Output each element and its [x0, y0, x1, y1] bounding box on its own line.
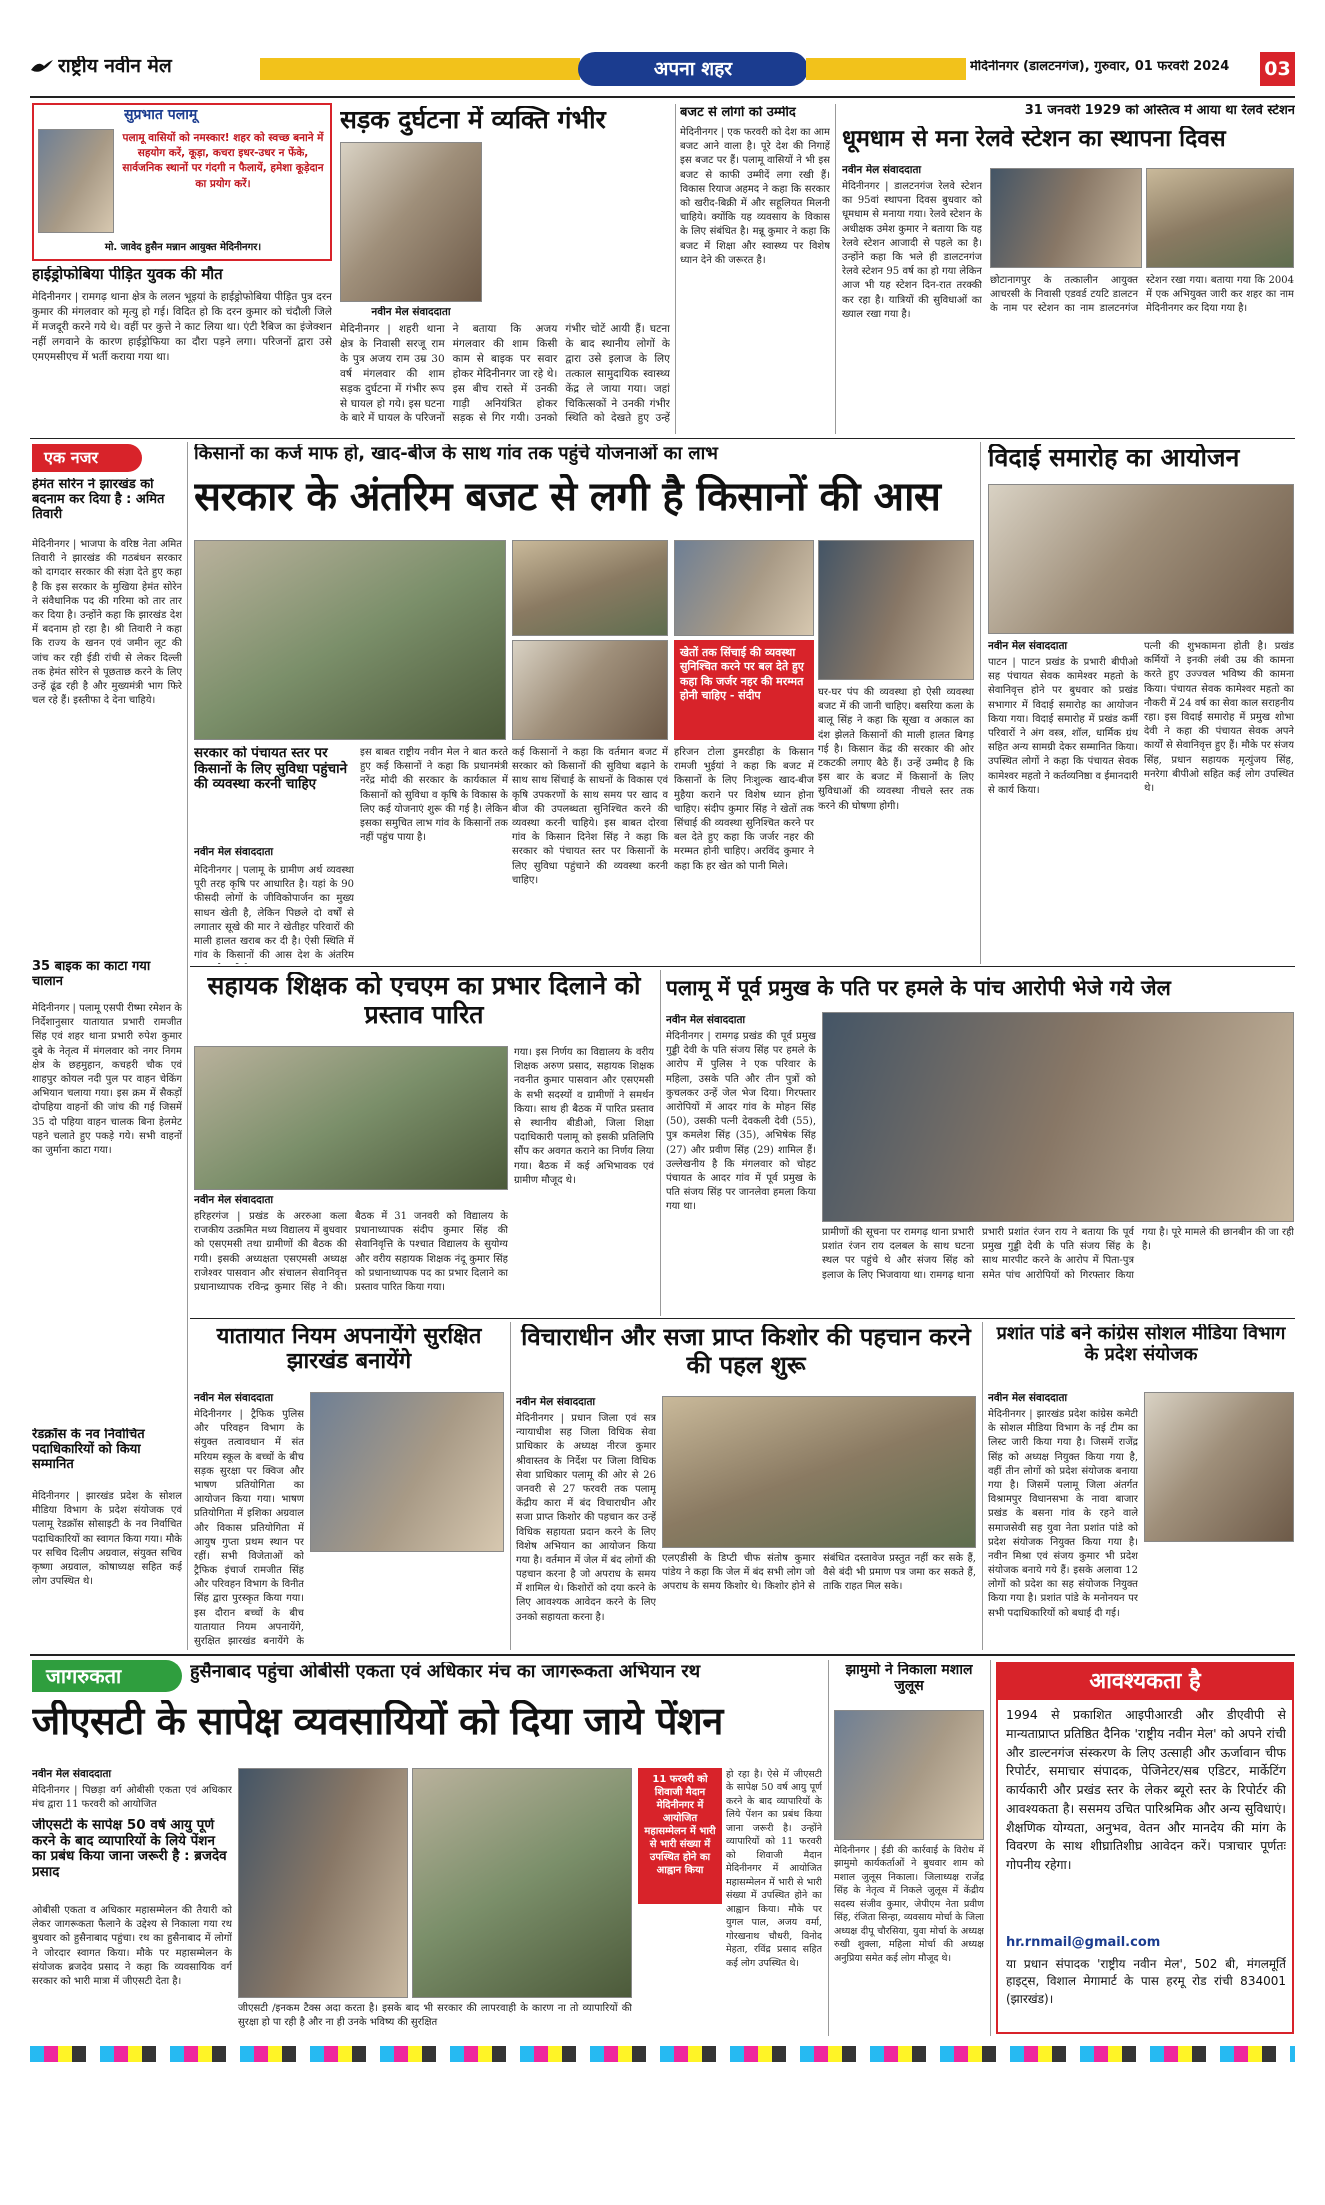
lead-byline: नवीन मेल संवाददाता: [194, 846, 274, 858]
lead-photo-farmer-field: [194, 540, 506, 740]
ek-nazar-item3-text: मेदिनीनगर | झारखंड प्रदेश के सोशल मीडिया विभाग के प्रदेश संयोजक एवं पलामू रेडक्रॉस सोसाइटी के नव निर्वाचित पदाधिकारियों का स्वागत किया गया। मौके पर सचिव दिलीप अग्रवाल, संयुक्त सचिव कृष्णा अग्रवाल, कोषाध्यक्ष सहित कई लोग उपस्थित थे।: [32, 1491, 182, 1588]
railway-headline: धूमधाम से मना रेलवे स्टेशन का स्थापना दिवस: [842, 126, 1226, 152]
shikshak-text: हरिहरगंज | प्रखंड के अररुआ कला राजकीय उत्क्रमित मध्य विद्यालय में बुधवार को एसएमसी तथा ग्रामीणों की बैठक की गयी। इसकी अध्यक्षता एसएमसी अध्यक्ष राजेश्वर पासवान और संचालन सेवानिवृत्त प्रधानाध्यापक रविन्द्र कुमार सिंह ने की। बैठक में 31 जनवरी को विद्यालय के प्रधानाध्यापक संदीप कुमार सिंह की सेवानिवृत्ति के पश्चात विद्यालय के सुयोग्य और वरीय सहायक शिक्षक नंदू कुमार सिंह को प्रधानाध्यापक पद का प्रभार दिलाने का प्रस्ताव पारित किया गया।: [194, 1211, 508, 1293]
col-rule-7: [828, 1660, 829, 2036]
jagrukta-strap: हुसैनाबाद पहुंचा ओबीसी एकता एवं अधिकार मंच का जागरूकता अभियान रथ: [190, 1662, 701, 1682]
suprabhat-heading: सुप्रभात पलामू: [124, 107, 198, 123]
jail-byline: नवीन मेल संवाददाता: [666, 1014, 746, 1026]
railway-photo-2: [1146, 168, 1294, 268]
vidai-byline: नवीन मेल संवाददाता: [988, 640, 1068, 652]
mashal-headline: झामुमो ने निकाला मशाल जुलूस: [845, 1662, 973, 1695]
lead-photo-farmer-5: [818, 540, 974, 680]
railway-kicker: 31 जनवरी 1929 को अस्तित्व में आया था रेलवे स्टेशन: [1024, 104, 1295, 118]
jail-photo-accused: [822, 1012, 1294, 1222]
dateline: मेदिनीनगर (डालटनगंज), गुरुवार, 01 फरवरी 2024: [970, 60, 1230, 74]
kishore-byline: नवीन मेल संवाददाता: [516, 1396, 596, 1408]
reg-mark-icon: [30, 2046, 1295, 2062]
vidai-text: पाटन | पाटन प्रखंड के प्रभारी बीपीओ सह पंचायत सेवक कामेश्वर महतो के सेवानिवृत्त होने पर बुधवार को प्रखंड सभागार में विदाई समारोह का आयोजन किया गया। विदाई समारोह में प्रखंड कर्मी परिवारों ने अंग वस्त्र, शॉल, धार्मिक ग्रंथ सहित अन्य सामग्री देकर सम्मानित किया। उपस्थित लोगों ने कहा कि पंचायत सेवक कामेश्वर महतो ने कर्तव्यनिष्ठा व ईमानदारी से कार्य किया।: [988, 657, 1138, 796]
railway-byline: नवीन मेल संवाददाता: [842, 164, 922, 176]
section-label: अपना शहर: [578, 52, 808, 86]
lead-photo-farmer-2: [512, 540, 668, 636]
shikshak-headline: सहायक शिक्षक को एचएम का प्रभार दिलाने को प्रस्ताव पारित: [207, 972, 641, 1029]
lead-headline: सरकार के अंतरिम बजट से लगी है किसानों की आस: [194, 474, 941, 520]
congress-headline: प्रशांत पांडे बने कांग्रेस सोशल मीडिया विभाग के प्रदेश संयोजक: [996, 1324, 1286, 1365]
traffic-headline: यातायात नियम अपनायेंगे सुरक्षित झारखंड बनायेंगे: [216, 1324, 482, 1375]
shikshak-text2: गया। इस निर्णय का विद्यालय के वरीय शिक्षक अरुण प्रसाद, सहायक शिक्षक नवनीत कुमार पासवान और एसएमसी के सभी सदस्यों व ग्रामीणों ने समर्थन किया। साथ ही बैठक में पारित प्रस्ताव से स्थानीय बीडीओ, जिला शिक्षा पदाधिकारी पलामू को इसकी प्रतिलिपि सौंप कर अवगत कराने का निर्णय लिया गया। बैठक में कई अभिभावक एवं ग्रामीण मौजूद थे।: [514, 1047, 654, 1186]
col-rule-2: [835, 104, 836, 434]
vidai-headline: विदाई समारोह का आयोजन: [988, 444, 1240, 472]
col-rule-left: [187, 442, 188, 1650]
traffic-photo: [310, 1392, 504, 1552]
lead-col4: हरिजन टोला डुमरडीहा के किसान रामजी भुईयां ने कहा कि बजट में किसानों के लिए निःशुल्क खाद-बीज मुहैया कराने पर विशेष ध्यान होना चाहिए। संदीप कुमार सिंह ने खेतों तक सिंचाई की व्यवस्था सुनिश्चित करने पर बल देते हुए कहा कि जर्जर नहर की मरम्मत होनी चाहिए। अरविंद कुमार ने कहा कि हर खेत को पानी मिले।: [674, 747, 814, 872]
jagrukta-box: [638, 1768, 722, 1904]
ek-nazar-label-text: एक नजर: [44, 448, 99, 467]
vidai-text2: पत्नी की शुभकामना होती है। प्रखंड कर्मियों ने इनकी लंबी उम्र की कामना करते हुए उज्ज्वल भविष्य की कामना किया। पंचायत सेवक कामेश्वर महतो का नौकरी में 24 वर्ष का सेवा काल सराहनीय रहा। इस विदाई समारोह में प्रमुख शोभा देवी ने कहा की पंचायत सेवक अपने कार्यों से सेवानिवृत्त हुए हैं। मौके पर संजय सिंह, प्रधान सहायक मृत्युंजय सिंह, मनरेगा बीपीओ सहित कई लोग उपस्थित थे।: [1144, 641, 1294, 794]
classified-address: या प्रधान संपादक 'राष्ट्रीय नवीन मेल', 502 बी, मंगलमूर्ति हाइट्स, विशाल मेगामार्ट के पास हरमू रोड रांची 834001 (झारखंड)।: [1006, 1957, 1286, 2006]
classified-text: 1994 से प्रकाशित आइपीआरडी और डीएवीपी से मान्यताप्राप्त प्रतिष्ठित दैनिक 'राष्ट्रीय नवीन मेल' को अपने रांची और डाल्टनगंज संस्करण के लिए उत्साही और ऊर्जावान चीफ रिपोर्टर, समाचार संपादक, पेजिनेटर/सब एडिटर, मार्केटिंग कार्यकारी और प्रखंड स्तर के लेकर ब्यूरो स्तर के रिपोर्टर की आवश्यकता है। ससमय उचित पारिश्रमिक और अन्य सुविधाएं। शैक्षणिक योग्यता, अनुभव, वेतन और मानदेय की मांग के विवरण के साथ शीघ्रातिशीघ्र आवेदन करें। पत्राचार पूर्णतः गोपनीय रहेगा।: [1006, 1707, 1286, 1872]
page-number: 03: [1260, 52, 1295, 86]
jail-text: मेदिनीनगर | रामगढ़ प्रखंड की पूर्व प्रमुख गुड्डी देवी के पति संजय सिंह पर हमले के आरोप में पुलिस ने एक परिवार के महिला, उसके पति और तीन पुत्रों को कुचलकर उन्हें जेल भेज दिया। गिरफ्तार आरोपियों में आदर गांव के मोहन सिंह (50), उसकी पत्नी देवकली देवी (55), पुत्र कमलेश सिंह (35), अभिषेक सिंह (27) और प्रवीण सिंह (29) शामिल हैं। उल्लेखनीय है कि मंगलवार को चोहट पंचायत के आदर गांव में पूर्व प्रमुख के पति संजय सिंह पर जानलेवा हमला किया गया था।: [666, 1031, 816, 1213]
jagrukta-intro: मेदिनीनगर | पिछड़ा वर्ग ओबीसी एकता एवं अधिकार मंच द्वारा 11 फरवरी को आयोजित: [32, 1785, 232, 1811]
traffic-byline: नवीन मेल संवाददाता: [194, 1392, 274, 1404]
traffic-text-cont: [310, 1556, 504, 1648]
accident-text-side: [488, 142, 670, 318]
classified-heading: आवश्यकता है: [1089, 1669, 1201, 1694]
masthead-rule: [30, 96, 1295, 98]
bird-logo-icon: [30, 58, 54, 76]
kishore-photo-jail-gate: [662, 1396, 976, 1548]
ek-nazar-item1-text: मेदिनीनगर | भाजपा के वरिष्ठ नेता अमित तिवारी ने झारखंड की गठबंधन सरकार को दागदार सरकार की संज्ञा देते हुए कहा है कि इस सरकार के मुखिया हेमंत सोरेन ने संवैधानिक पद की गरिमा को तार तार कर दिया है। उन्होंने कहा कि झारखंड देश में बदनाम हो रहा है। श्री तिवारी ने कहा कि राज्य के खनन एवं जमीन लूट की जांच कर रही ईडी रांची से लेकर दिल्ली तक हेमंत सोरेन से पूछताछ करने के लिए उन्हें ढूंढ रही है और मुख्यमंत्री भाग फिरे चल रहे हैं। इस्तीफा दे देना चाहिये।: [32, 539, 182, 707]
mashal-photo: [834, 1710, 984, 1840]
lead-strap: किसानों का कर्ज माफ हो, खाद-बीज के साथ गांव तक पहुंचे योजनाओं का लाभ: [194, 444, 718, 464]
row-rule-3: [190, 1318, 1295, 1319]
congress-text-cont: [1144, 1546, 1294, 1648]
kishore-headline: विचाराधीन और सजा प्राप्त किशोर की पहचान करने की पहल शुरू: [521, 1324, 971, 1379]
ek-nazar-item2-headline: 35 बाइक का काटा गया चालान: [32, 960, 151, 989]
jagrukta-text2-lower: [638, 1908, 722, 2032]
shikshak-photo: [194, 1046, 508, 1190]
lead-photo-farmer-3: [512, 640, 668, 740]
col-rule-6: [982, 1322, 983, 1650]
vidai-photo: [988, 484, 1294, 634]
jagrukta-photo-1: [238, 1768, 408, 1998]
shikshak-byline: नवीन मेल संवाददाता: [194, 1194, 274, 1206]
hydro-headline: हाईड्रोफोबिया पीड़ित युवक की मौत: [32, 266, 223, 283]
congress-photo-portrait: [1144, 1392, 1294, 1542]
jagrukta-caption: जीएसटी /इनकम टैक्स अदा करता है। इसके बाद भी सरकार की लापरवाही के कारण ना तो व्यापारियों की सुरक्षा हो पा रही है और ना ही उनके भविष्य की सुरक्षित: [238, 2003, 632, 2029]
jagrukta-byline: नवीन मेल संवाददाता: [32, 1768, 112, 1780]
accident-byline: नवीन मेल संवाददाता: [371, 306, 451, 318]
jagrukta-pull: जीएसटी के सापेक्ष 50 वर्ष आयु पूर्ण करने के बाद व्यापारियों के लिये पेंशन का प्रबंध किया जाना जरूरी है : ब्रजदेव प्रसाद: [32, 1818, 227, 1880]
jagrukta-headline: जीएसटी के सापेक्ष व्यवसायियों को दिया जाये पेंशन: [32, 1700, 723, 1743]
footer-color-bar: [30, 2046, 1295, 2062]
suprabhat-box: [32, 103, 332, 261]
lead-pull2-text: खेतों तक सिंचाई की व्यवस्था सुनिश्चित करने पर बल देते हुए कहा कि जर्जर नहर की मरम्मत होनी चाहिए - संदीप: [680, 646, 804, 702]
classified-box: [996, 1662, 1294, 2034]
accident-photo: [340, 142, 482, 302]
row-rule-2: [190, 966, 1295, 967]
suprabhat-signature: मो. जावेद हुसैन मन्नान आयुक्त मेदिनीनगर।: [104, 242, 262, 253]
railway-caption: छोटानागपुर के तत्कालीन आयुक्त आचरसी के निवासी एडवर्ड टयटि डालटन के नाम पर स्टेशन का नाम डालटनगंज स्टेशन रखा गया। बताया गया कि 2004 में एक अभियुक्त जारी कर शहर का नाम मेदिनीनगर कर दिया गया है।: [990, 275, 1294, 315]
kishore-text: मेदिनीनगर | प्रधान जिला एवं सत्र न्यायाधीश सह जिला विधिक सेवा प्राधिकार के अध्यक्ष नीरज कुमार श्रीवास्तव के निर्देश पर जिला विधिक सेवा प्राधिकार पलामू की ओर से 26 जनवरी से 27 फरवरी तक पलामू केंद्रीय कारा में बंद विचाराधीन और सजा प्राप्त किशोर की पहचान कर उन्हें विधिक सहायता प्रदान करने के लिए विशेष अभियान का आयोजन किया गया है। वर्तमान में जेल में बंद लोगों की पहचान करना है जो अपराध के समय में शामिल थे। किशोरों को दया करने के लिए आवश्यक आवेदन करने के लिए उनको सहायता करना है।: [516, 1413, 656, 1623]
lead-photo-farmer-4: [674, 540, 814, 636]
jagrukta-text2: हो रहा है। ऐसे में जीएसटी के सापेक्ष 50 वर्ष आयु पूर्ण करने के बाद व्यापारियों के लिये पेंशन का प्रबंध किया जाना जरूरी है। उन्होंने व्यापारियों को 11 फरवरी को शिवाजी मैदान मेदिनीनगर में आयोजित महासम्मेलन में भारी से भारी संख्या में उपस्थित होने का आह्वान किया। मौके पर युगल पाल, अजय वर्मा, गोरखनाथ चौधरी, विनोद मेहता, रविंद्र प्रसाद सहित कई लोग उपस्थित थे।: [726, 1769, 822, 1969]
jagrukta-text: ओबीसी एकता व अधिकार महासम्मेलन की तैयारी को लेकर जागरूकता फैलाने के उद्देश्य से निकाला गया रथ बुधवार को हुसैनाबाद पहुंचा। रथ का हुसैनाबाद में लोगों ने जोरदार स्वागत किया। मौके पर महासम्मेलन के संयोजक ब्रजदेव प्रसाद ने कहा कि व्यवसायिक वर्ग सरकार को भारी मात्रा में जीएसटी देता है।: [32, 1905, 232, 1987]
mashal-text: मेदिनीनगर | ईडी की कार्रवाई के विरोध में झामुमो कार्यकर्ताओं ने बुधवार शाम को मशाल जुलूस निकाला। जिलाध्यक्ष राजेंद्र सिंह के नेतृत्व में निकले जुलूस में केंद्रीय सदस्य संजीव कुमार, जेपीएम नेता प्रवीण सिंह, रंजिता सिन्हा, व्यवसाय मोर्चा के जिला अध्यक्ष दीपू चौरसिया, युवा मोर्चा के अध्यक्ष रुखी शुक्ला, महिला मोर्चा की अध्यक्ष अनुप्रिया समेत कई लोग मौजूद थे।: [834, 1845, 984, 1964]
lead-col5: घर-घर पंप की व्यवस्था हो ऐसी व्यवस्था बजट में की जानी चाहिए। बसरिया कला के बालू सिंह ने कहा कि सूखा व अकाल का दंश झेलते किसानों की माली हालत बिगड़ गई है। किसान केंद्र की सरकार की ओर टकटकी लगाए बैठे हैं। उन्हें उम्मीद है कि इस बार के बजट में किसानों के लिए सुविधाओं की व्यवस्था नीचले स्तर तक करने की घोषणा होगी।: [818, 687, 974, 812]
railway-text: मेदिनीनगर | डालटनगंज रेलवे स्टेशन का 95वां स्थापना दिवस बुधवार को धूमधाम से मनाया गया। रेलवे स्टेशन के अधीक्षक उमेश कुमार ने बताया कि यह रेलवे स्टेशन आजादी से पहले का है। उन्होंने कहा कि भले ही डालटनगंज रेलवे स्टेशन 95 वर्ष का हो गया लेकिन आज भी यह स्टेशन दिन-रात तरक्की कर रहा है। यात्रियों की सुविधाओं का ख्याल रखा गया है।: [842, 181, 982, 320]
hydro-text: मेदिनीनगर | रामगढ़ थाना क्षेत्र के ललन भूइयां के हाईड्रोफोबिया पीड़ित पुत्र दरन कुमार की मंगलवार को मृत्यु हो गई। विदित हो कि दरन कुमार को चंदौली जिले में मजदूरी करने गये थे। वहीं पर कुत्ते ने काट लिया था। एंटी रैबिज का इंजेक्शन नहीं लगवाने के कारण हाईड्रोफिया का दौरा पड़ने लगा। परिजनों द्वारा उसे एमएमसीएच में भर्ती कराया गया था।: [32, 291, 332, 363]
masthead-yellow-band-right: [806, 58, 966, 80]
row-rule-4: [30, 1654, 1295, 1656]
col-rule-5: [510, 1322, 511, 1650]
lead-col1: मेदिनीनगर | पलामू के ग्रामीण अर्थ व्यवस्था पूरी तरह कृषि पर आधारित है। यहां के 90 फीसदी लोगों के जीविकोपार्जन का मुख्य साधन खेती है, लेकिन पिछले दो वर्षों से लगातार सूखे की मार ने खेतीहर परिवारों की माली हालत खराब कर दी है। ऐसी स्थिति में गांव के किसानों की आस देश के अंतरिम: [194, 865, 354, 962]
classified-heading-bar: [998, 1664, 1292, 1700]
suprabhat-message: पलामू वासियों को नमस्कार! शहर को स्वच्छ बनाने में सहयोग करें, कूड़ा, कचरा इधर-उधर न फेंके, सार्वजनिक स्थानों पर गंदगी न फैलायें, हमेशा कूड़ेदान का प्रयोग करें।: [122, 132, 324, 190]
accident-headline: सड़क दुर्घटना में व्यक्ति गंभीर: [340, 106, 606, 134]
row-rule-1: [30, 438, 1295, 439]
paper-name: राष्ट्रीय नवीन मेल: [58, 56, 172, 77]
jail-headline: पलामू में पूर्व प्रमुख के पति पर हमले के पांच आरोपी भेजे गये जेल: [666, 976, 1171, 1000]
kishore-text2: एलएडीसी के डिप्टी चीफ संतोष कुमार पांडेय ने कहा कि जेल में बंद सभी लोग जो अपराध के समय किशोर थे। किशोर होने से संबंधित दस्तावेज प्रस्तुत नहीं कर सके हैं, वैसे बंदी भी प्रमाण पत्र जमा कर सकते हैं, ताकि राहत मिल सके।: [662, 1553, 976, 1593]
ek-nazar-label: [32, 444, 142, 472]
lead-col2: इस बाबत राष्ट्रीय नवीन मेल ने बात करते हुए कई किसानों ने कहा कि प्रधानमंत्री नरेंद्र मोदी की सरकार के कार्यकाल में किसानों को सुविधा व कृषि के विकास के लिए कई योजनाएं शुरू की गई है। लेकिन इसका समुचित लाभ गांव के किसानों तक नहीं पहुंच पाया है।: [360, 747, 508, 844]
jail-text2: प्रामीणों की सूचना पर रामगढ़ थाना प्रभारी प्रशांत रंजन राय दलबल के साथ घटना स्थल पर पहुंचे थे और संजय सिंह को इलाज के लिए भिजवाया था। रामगढ़ थाना प्रभारी प्रशांत रंजन राय ने बताया कि पूर्व प्रमुख गुड्डी देवी के पति संजय सिंह के साथ मारपीट करने के आरोप में पिता-पुत्र समेत पांच आरोपियों को गिरफ्तार किया गया है। पूरे मामले की छानबीन की जा रही है।: [822, 1227, 1294, 1281]
jagrukta-label-text: जागरुकता: [46, 1664, 122, 1688]
col-rule-1: [675, 104, 676, 434]
commissioner-photo: [38, 129, 114, 233]
ek-nazar-item1-headline: हेमंत सोरेन ने झारखंड को बदनाम कर दिया है : अमित तिवारी: [32, 478, 165, 522]
col-rule-3: [980, 442, 981, 964]
jagrukta-label: [32, 1660, 182, 1692]
congress-text: मेदिनीनगर | झारखंड प्रदेश कांग्रेस कमेटी के सोशल मीडिया विभाग के नई टीम का लिस्ट जारी किया गया है। जिसमें राजेंद्र सिंह को अध्यक्ष नियुक्त किया गया है, वहीं तीन लोगों को प्रदेश संयोजक बनाया गया है। जिसमें पलामू जिला अंतर्गत विश्रामपुर विधानसभा के नावा बाजार प्रखंड के बसना गांव के रहने वाले समाजसेवी सह युवा नेता प्रशांत पांडे को प्रदेश संयोजक नियुक्त किया गया है। नवीन मिश्रा एवं संजय कुमार भी प्रदेश संयोजक बनाये गये हैं। इसके अलावा 12 लोगों को प्रदेश का सह संयोजक नियुक्त किया गया है। प्रशांत पांडे के मनोनयन पर सभी पदाधिकारियों को बधाई दी गई।: [988, 1409, 1138, 1619]
ek-nazar-item3-headline: रेडक्रॉस के नव निर्वाचित पदाधिकारियों को किया सम्मानित: [32, 1428, 145, 1472]
traffic-text: मेदिनीनगर | ट्रैफिक पुलिस और परिवहन विभाग के संयुक्त तत्वावधान में संत मरियम स्कूल के बच्चों के बीच सड़क सुरक्षा पर क्विज और भाषण प्रतियोगिता का आयोजन किया गया। भाषण प्रतियोगिता में इशिका अग्रवाल और विकास प्रतियोगिता में आयुष गुप्ता प्रथम स्थान पर रहीं। सभी विजेताओं को ट्रैफिक इंचार्ज रामजीत सिंह और परिवहन विभाग के विनीत सिंह द्वारा पुरस्कृत किया गया। इस दौरान बच्चों के बीच यातायात नियम अपनायेंगे, सुरक्षित झारखंड बनायेंगे के: [194, 1409, 304, 1647]
jagrukta-box-text: 11 फरवरी को शिवाजी मैदान मेदिनीनगर में आयोजित महासम्मेलन में भारी से भारी संख्या में उपस्थित होने का आह्वान किया: [644, 1774, 716, 1876]
budget-hope-headline: बजट से लोगों को उम्मीद: [680, 106, 796, 120]
railway-photo-1: [990, 168, 1142, 268]
col-rule-4: [660, 970, 661, 1316]
masthead: [30, 52, 1295, 96]
col-rule-8: [990, 1660, 991, 2036]
ek-nazar-item2-text: मेदिनीनगर | पलामू एसपी रीष्मा रमेशन के निर्देशानुसार यातायात प्रभारी रामजीत सिंह एवं शहर थाना प्रभारी रुपेश कुमार दुबे के नेतृत्व में मंगलवार को नगर निगम क्षेत्र के छहमुहान, कचहरी चौक एवं शाहपुर कोयल नदी पुल पर वाहन चेकिंग अभियान चलाया गया। इस क्रम में सैकड़ों दोपहिया वाहनों की जांच की गई जिसमें 35 दो पहिया वाहन चालक बिना हेलमेट पहने चलाते हुए पकड़े गये। सभी वाहनों का जुर्माना काटा गया।: [32, 1003, 182, 1156]
lead-pull2-box: [674, 640, 814, 740]
congress-byline: नवीन मेल संवाददाता: [988, 1392, 1068, 1404]
budget-hope-text: मेदिनीनगर | एक फरवरी को देश का आम बजट आने वाला है। पूरे देश की निगाहें इस बजट पर हैं। पलामू वासियों ने भी इस बजट से काफी उम्मीदें लगा रखी हैं। विकास रियाज अहमद ने कहा कि सरकार को खरीद-बिक्री में और सहूलियत मिलनी चाहिये। क्योंकि यह व्यवसाय के विकास के लिए संबंधित है। मन्नू कुमार ने कहा कि बजट में शिक्षा और स्वास्थ्य पर विशेष ध्यान देने की जरूरत है।: [680, 127, 830, 266]
lead-col3: कई किसानों ने कहा कि वर्तमान बजट में सरकार को किसानों की सुविधा बढ़ाने के साथ साथ सिंचाई के साधनों के विकास एवं कृषि उपकरणों के साथ समय पर खाद व बीज की उपलब्धता सुनिश्चित करने की व्यवस्था करनी चाहिये। इस बाबत दोरवा गांव के किसान दिनेश सिंह ने कहा कि सरकार को पंचायत स्तर पर किसानों के लिए सुविधा पहुंचाने की व्यवस्था करनी चाहिए।: [512, 747, 668, 886]
classified-email[interactable]: hr.rnmail@gmail.com: [1006, 1936, 1161, 1950]
accident-text: मेदिनीनगर | शहरी थाना क्षेत्र के निवासी सरजू राम के पुत्र अजय राम उम्र 30 वर्ष मंगलवार की शाम सड़क दुर्घटना में गंभीर रूप से घायल हो गये। इस घटना के बारे में घायल के परिजनों ने बताया कि अजय मंगलवार की शाम किसी काम से बाइक पर सवार होकर मेदिनीनगर जा रहे थे। इस बीच रास्ते में उनकी गाड़ी अनियंत्रित होकर सड़क से गिर गयी। उनको गंभीर चोटें आयी हैं। घटना के बाद स्थानीय लोगों के द्वारा उसे इलाज के लिए तत्काल सामुदायिक स्वास्थ्य केंद्र ले जाया गया। जहां चिकित्सकों ने उनकी गंभीर स्थिति को देखते हुए उन्हें: [340, 323, 670, 425]
lead-pull1: सरकार को पंचायत स्तर पर किसानों के लिए सुविधा पहुंचाने की व्यवस्था करनी चाहिए: [194, 746, 348, 793]
jagrukta-photo-2: [412, 1768, 632, 1998]
masthead-yellow-band: [260, 58, 580, 80]
